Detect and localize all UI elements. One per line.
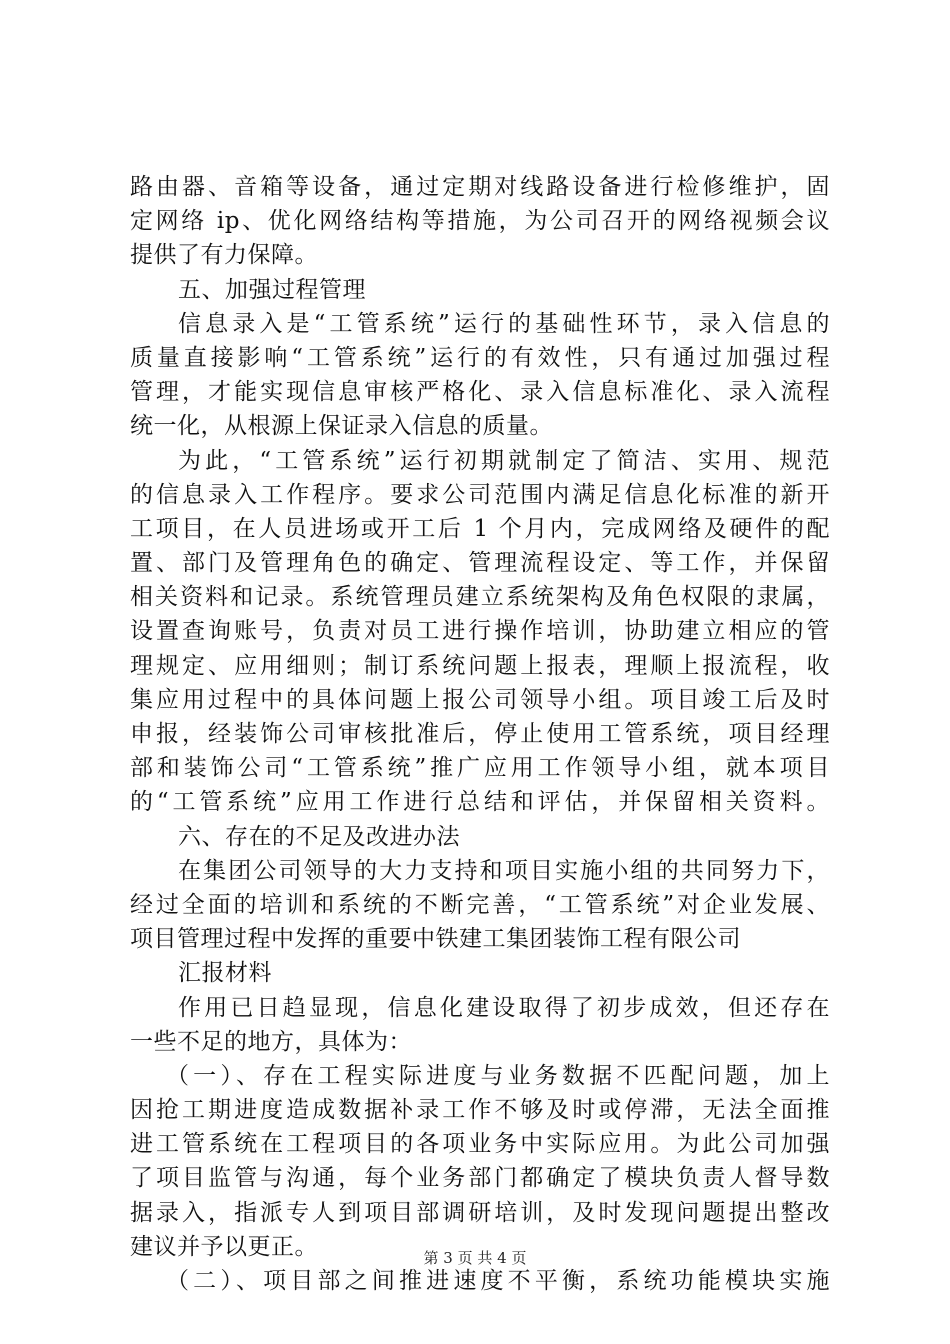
text-line: 建议并予以更正。 (130, 1233, 318, 1260)
text-line: 路由器、音箱等设备，通过定期对线路设备进行检修维护，固 (130, 174, 830, 200)
text-line: 理规定、应用细则；制订系统问题上报表，理顺上报流程，收 (130, 652, 830, 679)
text-line: 信息录入是“工管系统”运行的基础性环节，录入信息的 (178, 310, 830, 337)
text-line: 质量直接影响“工管系统”运行的有效性，只有通过加强过程 (130, 344, 830, 371)
text-line: （一）、存在工程实际进度与业务数据不匹配问题，加上 (166, 1062, 830, 1089)
text-line: 经过全面的培训和系统的不断完善，“工管系统”对企业发展、 (130, 891, 830, 918)
text-line: 部和装饰公司“工管系统”推广应用工作领导小组，就本项目 (130, 755, 830, 782)
page-footer: 第 3 页 共 4 页 (423, 1249, 527, 1267)
text-line: 五、加强过程管理 (178, 276, 366, 303)
text-line: 进工管系统在工程项目的各项业务中实际应用。为此公司加强 (130, 1131, 830, 1158)
text-line: 为此，“工管系统”运行初期就制定了简洁、实用、规范 (178, 447, 830, 474)
text-line: 置、部门及管理角色的确定、管理流程设定、等工作，并保留 (130, 550, 830, 577)
text-line: 管理，才能实现信息审核严格化、录入信息标准化、录入流程 (130, 379, 830, 406)
text-line: 相关资料和记录。系统管理员建立系统架构及角色权限的隶属， (130, 584, 830, 611)
text-line: 汇报材料 (178, 960, 272, 987)
text-line: 一些不足的地方，具体为： (130, 1028, 412, 1055)
text-line: 作用已日趋显现，信息化建设取得了初步成效，但还存在 (178, 994, 830, 1021)
text-line: 了项目监管与沟通，每个业务部门都确定了模块负责人督导数 (130, 1165, 830, 1192)
text-line: 项目管理过程中发挥的重要中铁建工集团装饰工程有限公司 (130, 926, 741, 953)
text-line: 据录入，指派专人到项目部调研培训，及时发现问题提出整改 (130, 1199, 830, 1226)
text-line: 定网络 ip、优化网络结构等措施，为公司召开的网络视频会议 (130, 208, 830, 235)
text-line: 的信息录入工作程序。要求公司范围内满足信息化标准的新开 (130, 481, 830, 508)
text-line: （二）、项目部之间推进速度不平衡，系统功能模块实施 (166, 1268, 830, 1294)
text-line: 在集团公司领导的大力支持和项目实施小组的共同努力下， (178, 857, 830, 884)
document-body (130, 170, 830, 1298)
text-line: 因抢工期进度造成数据补录工作不够及时或停滞，无法全面推 (130, 1097, 830, 1124)
text-line: 工项目，在人员进场或开工后 1 个月内，完成网络及硬件的配 (130, 515, 830, 542)
text-line: 的“工管系统”应用工作进行总结和评估，并保留相关资料。 (130, 789, 830, 816)
text-line: 设置查询账号，负责对员工进行操作培训，协助建立相应的管 (130, 618, 830, 645)
text-line: 申报，经装饰公司审核批准后，停止使用工管系统，项目经理 (130, 721, 830, 747)
text-line: 提供了有力保障。 (130, 242, 318, 269)
text-line: 统一化，从根源上保证录入信息的质量。 (130, 413, 553, 440)
text-line: 六、存在的不足及改进办法 (178, 823, 460, 850)
text-line: 集应用过程中的具体问题上报公司领导小组。项目竣工后及时 (130, 686, 830, 713)
